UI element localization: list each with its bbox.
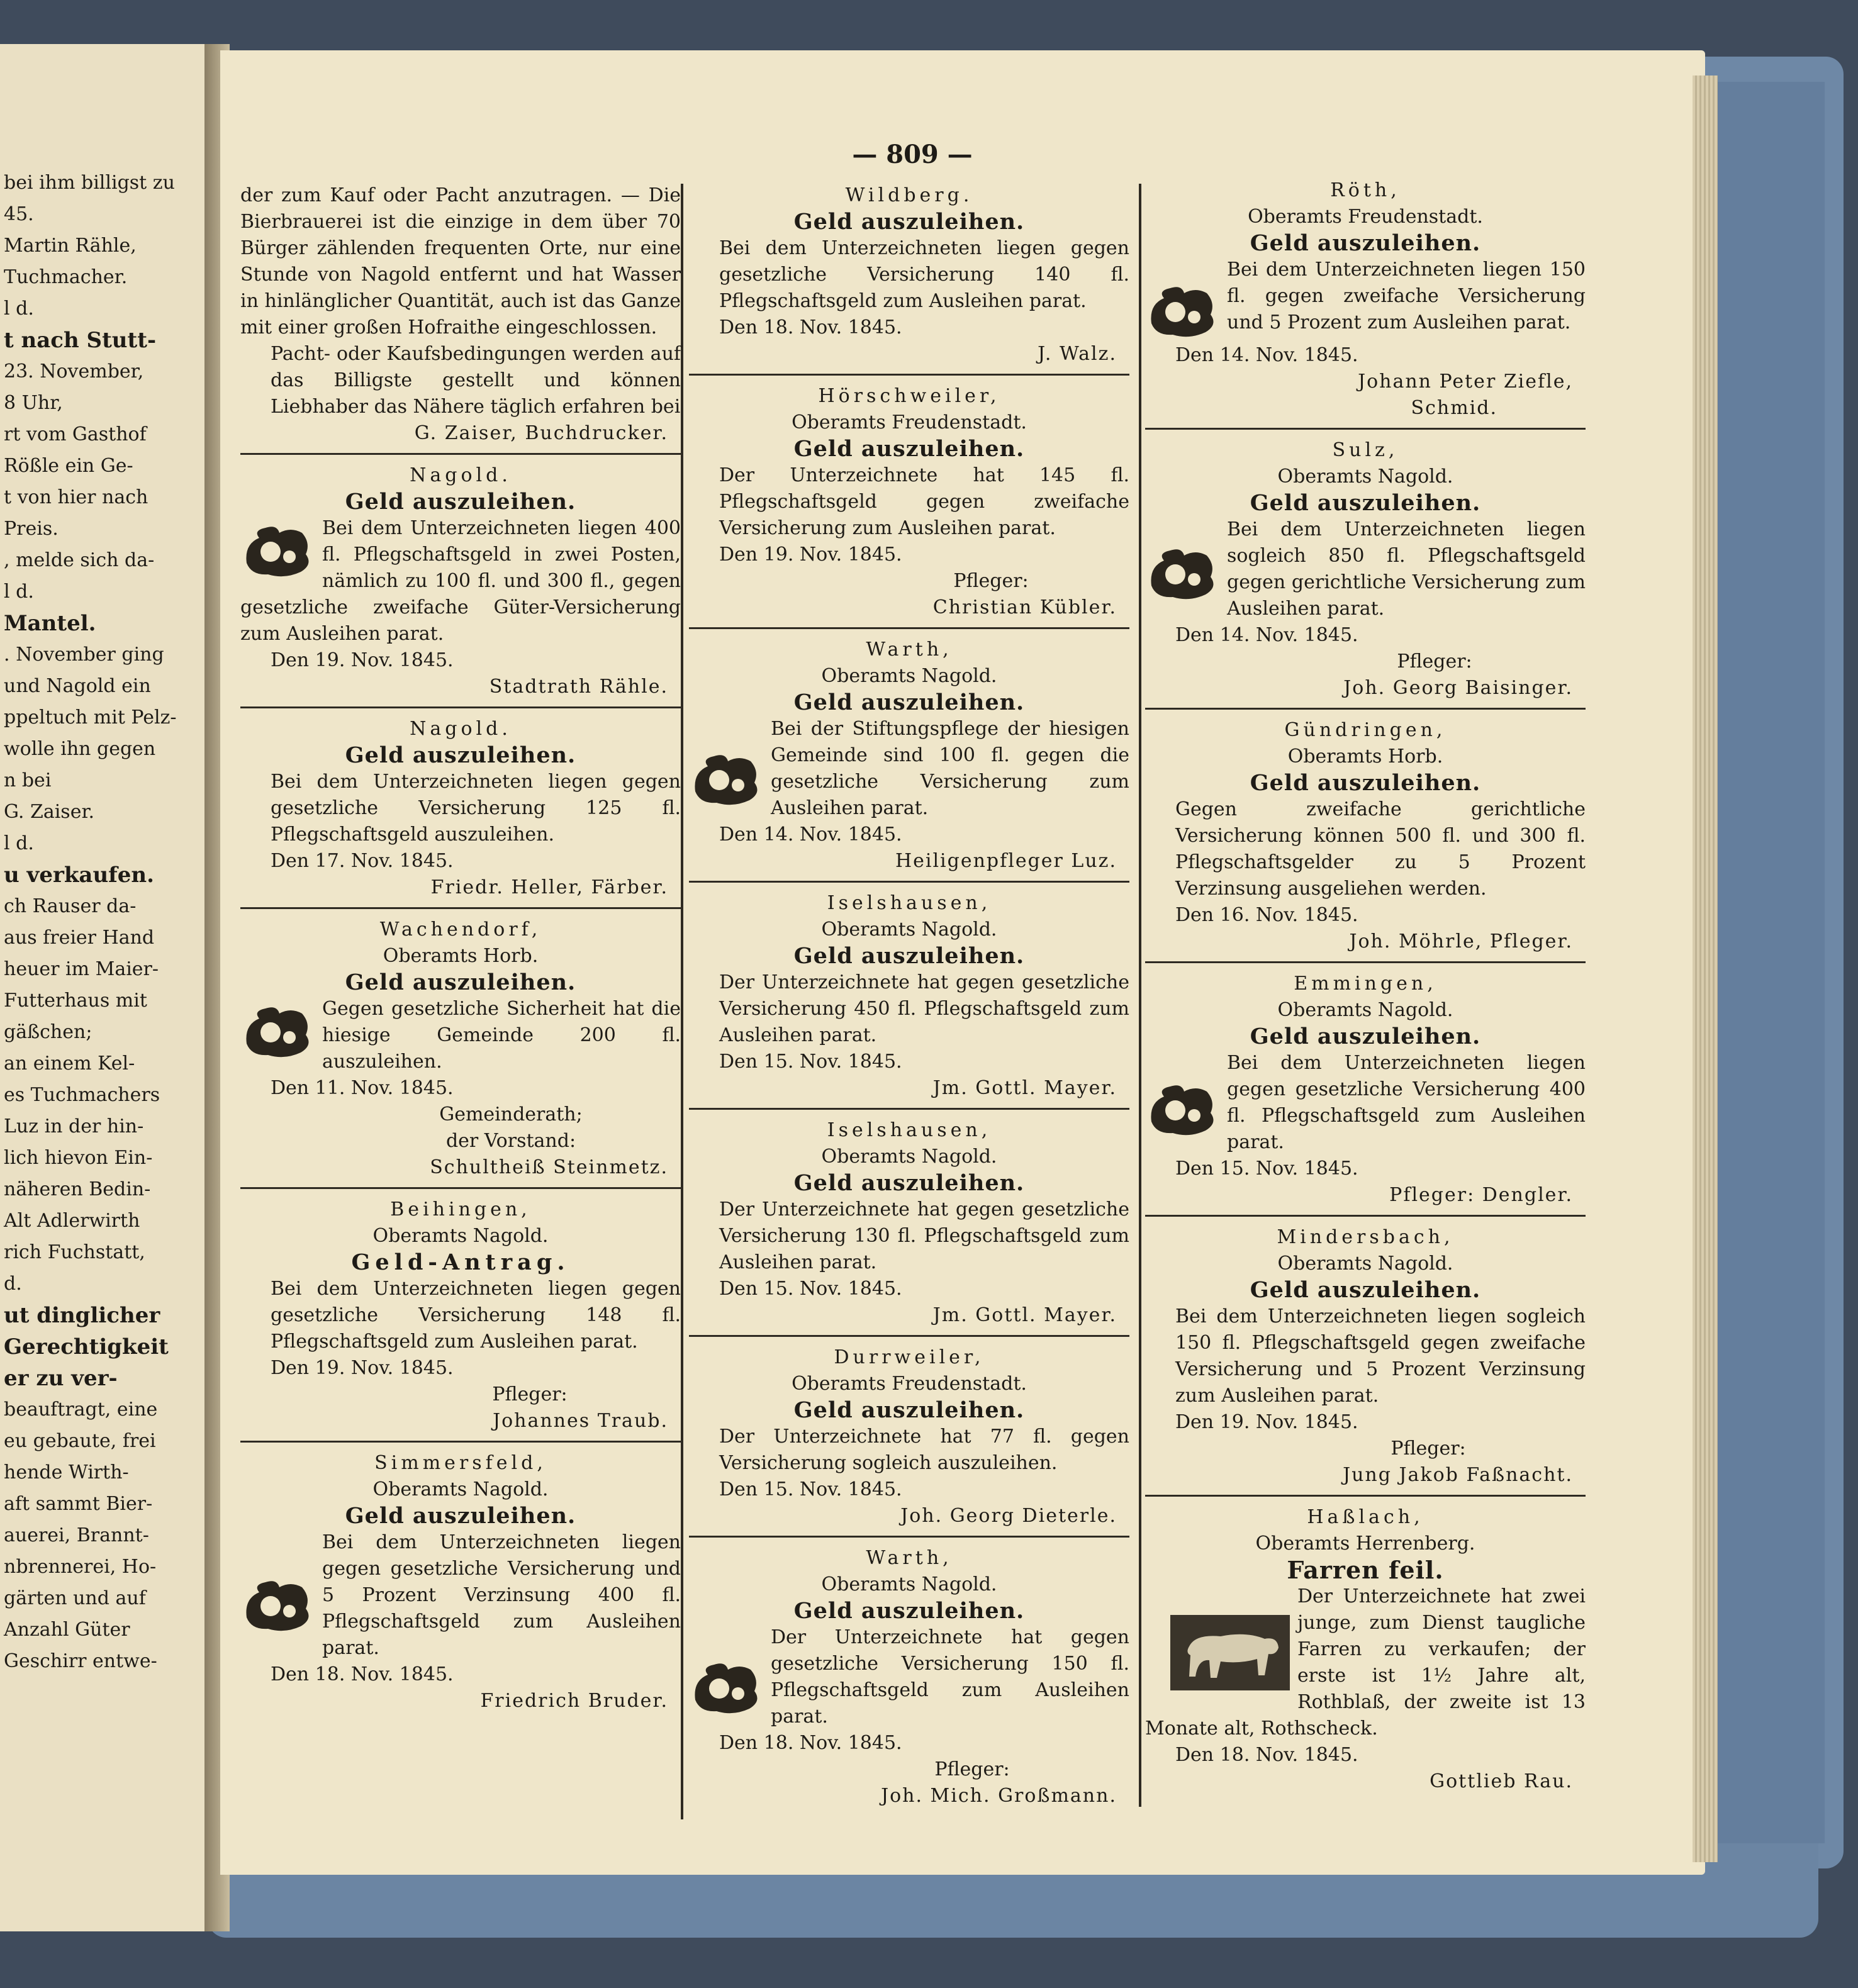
ad-heading: Geld auszuleihen. (345, 489, 576, 515)
ad-text: Bei dem Unterzeichneten liegen 150 fl. gegen zweifache Versicherung und 5 Prozent zum Ausleihen parat. (1227, 259, 1586, 333)
ad-date: Den 19. Nov. 1845. (719, 544, 902, 566)
ad-text: Bei dem Unterzeichneten liegen gegen gesetzliche Versicherung 400 fl. Pflegschaftsgeld zum Ausleihen parat. (1227, 1052, 1586, 1153)
left-page-line: heuer im Maier- (4, 958, 159, 980)
ad-signature: Schultheiß Steinmetz. (430, 1156, 668, 1178)
ad-signature: Pfleger: (1397, 651, 1472, 673)
left-page-line: Luz in der hin- (4, 1115, 144, 1137)
divider (240, 1441, 681, 1443)
page-edges (1693, 75, 1718, 1862)
ad-subplace: Oberamts Horb. (383, 945, 539, 967)
column-rule-2 (1139, 184, 1141, 1807)
ad-text: Gegen zweifache gerichtliche Versicherung können 500 fl. und 300 fl. Pflegschaftsgelder zu 5 Prozent Verzinsung ausgeliehen werden. (1175, 798, 1586, 900)
ad-place: Nagold. (410, 718, 512, 740)
left-page-line: u verkaufen. (4, 863, 154, 888)
ad-subplace: Oberamts Nagold. (821, 1573, 997, 1595)
ad-signature: Johann Peter Ziefle, (1358, 371, 1573, 393)
ad-heading: Geld auszuleihen. (1250, 770, 1481, 796)
left-page-line: Martin Rähle, (4, 235, 137, 257)
divider (689, 627, 1129, 629)
ad-date: Den 18. Nov. 1845. (719, 1732, 902, 1754)
ad-heading: Geld auszuleihen. (793, 943, 1025, 969)
ad-signature: Gemeinderath; (439, 1103, 583, 1125)
ad-text: Bei dem Unterzeichneten liegen sogleich 150 fl. Pflegschaftsgeld gegen zweifache Versicherung und 5 Prozent Verzinsung zum Ausleihen parat. (1175, 1305, 1586, 1407)
ad-place: Nagold. (410, 464, 512, 486)
ad-subplace: Oberamts Nagold. (1277, 466, 1453, 488)
left-page-line: Mantel. (4, 611, 96, 636)
column-3 (1145, 177, 1586, 1795)
divider (1145, 1215, 1586, 1217)
ad-place: Iselshausen, (827, 892, 992, 914)
left-page-line: 8 Uhr, (4, 392, 63, 414)
ad-signature: Joh. Mich. Großmann. (881, 1785, 1117, 1807)
left-page-line: Preis. (4, 518, 59, 540)
divider (1145, 708, 1586, 710)
ad-heading: Geld auszuleihen. (793, 436, 1025, 462)
left-page-line: Anzahl Güter (4, 1619, 130, 1641)
ad-text: der zum Kauf oder Pacht anzutragen. — Die Bierbrauerei ist die einzige in dem über 70 Bürger zählenden frequenten Orte, nur eine Stunde von Nagold entfernt und hat Wasser in hinlänglicher Quantität, auch ist das Ganze mit einer großen Hofraithe eingeschlossen. (240, 184, 681, 338)
left-page-line: und Nagold ein (4, 675, 151, 697)
left-page-line: aft sammt Bier- (4, 1493, 153, 1515)
ad-text: Bei dem Unterzeichneten liegen 400 fl. Pflegschaftsgeld in zwei Posten, nämlich zu 100 fl. und 300 fl., gegen gesetzliche zweifache Güter-Versicherung zum Ausleihen parat. (240, 517, 681, 645)
ad-signature: Joh. Georg Dieterle. (900, 1505, 1117, 1527)
ad-signature: Gottlieb Rau. (1430, 1770, 1573, 1792)
left-page-line: näheren Bedin- (4, 1178, 151, 1200)
ad-subplace: Oberamts Herrenberg. (1255, 1533, 1475, 1555)
ad-signature: Pfleger: (934, 1758, 1010, 1780)
bull-icon (1170, 1615, 1290, 1690)
ad-subplace: Oberamts Freudenstadt. (1248, 206, 1483, 228)
left-page (0, 44, 214, 1931)
ad-text: Bei der Stiftungspflege der hiesigen Gemeinde sind 100 fl. gegen die gesetzliche Versicherung zum Ausleihen parat. (771, 718, 1129, 819)
money-bag-icon (1145, 542, 1219, 602)
left-page-line: aus freier Hand (4, 927, 155, 949)
ad-date: Den 17. Nov. 1845. (271, 850, 454, 872)
ad-subplace: Oberamts Nagold. (821, 1146, 997, 1168)
left-page-line: rt vom Gasthof (4, 423, 147, 445)
ad-date: Den 18. Nov. 1845. (1175, 1744, 1358, 1766)
ad-subplace: Oberamts Nagold. (821, 919, 997, 941)
money-bag-icon (240, 519, 315, 579)
ad-heading: Geld auszuleihen. (793, 1598, 1025, 1624)
ad-text: Bei dem Unterzeichneten liegen gegen gesetzliche Versicherung und 5 Prozent Verzinsung 400 fl. Pflegschaftsgeld zum Ausleihen parat. (322, 1531, 681, 1659)
column-2 (689, 182, 1129, 1809)
ad-place: Hörschweiler, (818, 385, 1000, 407)
left-page-line: Alt Adlerwirth (4, 1210, 140, 1232)
left-page-line: l d. (4, 298, 34, 320)
page-number: — 809 — (852, 140, 973, 169)
ad-text: Bei dem Unterzeichneten liegen gegen gesetzliche Versicherung 148 fl. Pflegschaftsgeld zum Ausleihen parat. (271, 1278, 681, 1353)
ad-date: Den 15. Nov. 1845. (1175, 1158, 1358, 1180)
ad-heading: Geld auszuleihen. (1250, 490, 1481, 516)
ad-date: Den 18. Nov. 1845. (719, 316, 902, 338)
divider (1145, 961, 1586, 963)
left-page-line: ppeltuch mit Pelz- (4, 706, 177, 729)
ad-date: Den 15. Nov. 1845. (719, 1278, 902, 1300)
ad-signature: Jung Jakob Faßnacht. (1343, 1464, 1573, 1486)
left-page-line: l d. (4, 581, 34, 603)
money-bag-icon (689, 1656, 763, 1716)
ad-signature: Jm. Gottl. Mayer. (932, 1077, 1117, 1099)
left-page-line: ch Rauser da- (4, 895, 137, 917)
ad-signature: Joh. Möhrle, Pfleger. (1349, 930, 1573, 952)
ad-text: Der Unterzeichnete hat zwei junge, zum Dienst taugliche Farren zu verkaufen; der erste ist 1½ Jahre alt, Rothblaß, der zweite ist 13 Monate alt, Rothscheck. (1145, 1585, 1586, 1740)
divider (240, 706, 681, 708)
ad-signature: Joh. Georg Baisinger. (1343, 677, 1573, 699)
ad-subplace: Oberamts Freudenstadt. (792, 411, 1027, 433)
left-page-line: eu gebaute, frei (4, 1430, 156, 1452)
left-page-line: d. (4, 1273, 22, 1295)
left-page-line: . November ging (4, 644, 164, 666)
ad-signature: Stadtrath Rähle. (489, 676, 668, 698)
ad-place: Warth, (866, 639, 953, 661)
ad-place: Wildberg. (845, 184, 973, 206)
left-page-line: auerei, Brannt- (4, 1524, 149, 1546)
left-page-line: ut dinglicher (4, 1303, 160, 1328)
left-page-line: Gerechtigkeit (4, 1334, 169, 1360)
ad-date: Den 11. Nov. 1845. (271, 1077, 454, 1099)
ad-signature: Pfleger: (1391, 1438, 1466, 1460)
ad-signature: J. Walz. (1038, 343, 1117, 365)
ad-place: Sulz, (1332, 439, 1399, 461)
ad-subplace: Oberamts Nagold. (1277, 1253, 1453, 1275)
ad-signature: Jm. Gottl. Mayer. (932, 1304, 1117, 1326)
money-bag-icon (689, 747, 763, 808)
left-page-line: G. Zaiser. (4, 801, 95, 823)
divider (1145, 1495, 1586, 1497)
ad-text: Bei dem Unterzeichneten liegen gegen gesetzliche Versicherung 125 fl. Pflegschaftsgeld auszuleihen. (271, 771, 681, 846)
ad-place: Mindersbach, (1277, 1226, 1454, 1248)
ad-place: Warth, (866, 1547, 953, 1569)
money-bag-icon (240, 1000, 315, 1060)
ad-text: Pacht- oder Kaufsbedingungen werden auf das Billigste gestellt und können Liebhaber das Nähere täglich erfahren bei (271, 343, 681, 418)
ad-subplace: Oberamts Nagold. (821, 665, 997, 687)
ad-heading: Geld auszuleihen. (793, 1397, 1025, 1423)
ad-text: Der Unterzeichnete hat 145 fl. Pflegschaftsgeld gegen zweifache Versicherung zum Ausleihen parat. (719, 464, 1129, 539)
divider (240, 907, 681, 909)
ad-heading: Geld auszuleihen. (1250, 1024, 1481, 1049)
left-page-line: Geschirr entwe- (4, 1650, 157, 1672)
ad-place: Gündringen, (1284, 719, 1447, 741)
ad-signature: Heiligenpfleger Luz. (895, 850, 1117, 872)
ad-place: Röth, (1330, 179, 1401, 201)
ad-date: Den 19. Nov. 1845. (271, 649, 454, 671)
divider (240, 453, 681, 455)
ad-place: Beihingen, (390, 1198, 531, 1220)
left-page-text (0, 170, 201, 1680)
left-page-line: beauftragt, eine (4, 1399, 158, 1421)
ad-date: Den 14. Nov. 1845. (1175, 344, 1358, 366)
left-page-line: lich hievon Ein- (4, 1147, 153, 1169)
left-page-line: wolle ihn gegen (4, 738, 156, 760)
ad-heading: Geld auszuleihen. (793, 1170, 1025, 1196)
divider (689, 1108, 1129, 1110)
ad-heading: Geld auszuleihen. (345, 1503, 576, 1529)
left-page-line: rich Fuchstatt, (4, 1241, 145, 1263)
divider (1145, 428, 1586, 430)
ad-place: Iselshausen, (827, 1119, 992, 1141)
ad-text: Der Unterzeichnete hat gegen gesetzliche Versicherung 150 fl. Pflegschaftsgeld zum Ausleihen parat. (771, 1626, 1129, 1728)
ad-signature: G. Zaiser, Buchdrucker. (414, 422, 668, 444)
ad-signature: der Vorstand: (445, 1130, 576, 1152)
ad-date: Den 18. Nov. 1845. (271, 1663, 454, 1685)
ad-signature: Pfleger: (492, 1383, 568, 1405)
money-bag-icon (1145, 1078, 1219, 1138)
ad-place: Wachendorf, (379, 919, 542, 941)
ad-subplace: Oberamts Nagold. (372, 1478, 549, 1500)
ad-subplace: Oberamts Horb. (1287, 746, 1443, 768)
ad-text: Der Unterzeichnete hat 77 fl. gegen Versicherung sogleich auszuleihen. (719, 1426, 1129, 1474)
ad-signature: Friedrich Bruder. (480, 1690, 668, 1712)
left-page-line: t nach Stutt- (4, 328, 157, 353)
ad-signature: Friedr. Heller, Färber. (430, 876, 668, 898)
left-page-line: n bei (4, 769, 52, 791)
ad-date: Den 14. Nov. 1845. (719, 824, 902, 846)
divider (689, 881, 1129, 883)
ad-text: Bei dem Unterzeichneten liegen gegen gesetzliche Versicherung 140 fl. Pflegschaftsgeld zum Ausleihen parat. (719, 237, 1129, 312)
ad-place: Durrweiler, (834, 1346, 985, 1368)
left-page-line: t von hier nach (4, 486, 148, 508)
ad-place: Haßlach, (1307, 1506, 1424, 1528)
ad-heading: Geld auszuleihen. (793, 690, 1025, 715)
ad-text: Der Unterzeichnete hat gegen gesetzliche Versicherung 130 fl. Pflegschaftsgeld zum Ausleihen parat. (719, 1198, 1129, 1273)
ad-date: Den 19. Nov. 1845. (1175, 1411, 1358, 1433)
left-page-line: Rößle ein Ge- (4, 455, 133, 477)
money-bag-icon (240, 1573, 315, 1634)
ad-heading: Geld-Antrag. (351, 1249, 570, 1275)
left-page-line: 23. November, (4, 360, 144, 383)
column-1 (240, 182, 681, 1714)
ad-signature: Pfleger: Dengler. (1389, 1184, 1573, 1206)
ad-date: Den 19. Nov. 1845. (271, 1357, 454, 1379)
left-page-line: bei ihm billigst zu (4, 172, 175, 194)
left-page-line: gäßchen; (4, 1021, 92, 1043)
ad-date: Den 15. Nov. 1845. (719, 1478, 902, 1500)
ad-heading: Geld auszuleihen. (345, 742, 576, 768)
ad-date: Den 15. Nov. 1845. (719, 1051, 902, 1073)
ad-subplace: Oberamts Freudenstadt. (792, 1373, 1027, 1395)
ad-heading: Farren feil. (1287, 1556, 1444, 1584)
left-page-line: , melde sich da- (4, 549, 155, 571)
left-page-line: nbrennerei, Ho- (4, 1556, 157, 1578)
ad-subplace: Oberamts Nagold. (372, 1225, 549, 1247)
ad-heading: Geld auszuleihen. (793, 209, 1025, 235)
cover-board (1699, 82, 1825, 1843)
divider (689, 1335, 1129, 1337)
ad-signature: Johannes Traub. (493, 1410, 668, 1432)
ad-heading: Geld auszuleihen. (1250, 1277, 1481, 1303)
ad-signature: Schmid. (1411, 397, 1497, 419)
ad-heading: Geld auszuleihen. (345, 969, 576, 995)
left-page-line: hende Wirth- (4, 1461, 129, 1483)
left-page-line: an einem Kel- (4, 1053, 135, 1075)
ad-text: Der Unterzeichnete hat gegen gesetzliche Versicherung 450 fl. Pflegschaftsgeld zum Ausleihen parat. (719, 971, 1129, 1046)
divider (689, 1536, 1129, 1538)
left-page-line: Tuchmacher. (4, 266, 128, 288)
ad-subplace: Oberamts Nagold. (1277, 999, 1453, 1021)
left-page-line: gärten und auf (4, 1587, 146, 1609)
ad-text: Bei dem Unterzeichneten liegen sogleich 850 fl. Pflegschaftsgeld gegen gerichtliche Versicherung zum Ausleihen parat. (1227, 518, 1586, 620)
ad-text: Gegen gesetzliche Sicherheit hat die hiesige Gemeinde 200 fl. auszuleihen. (322, 998, 681, 1073)
left-page-line: es Tuchmachers (4, 1084, 160, 1106)
ad-date: Den 16. Nov. 1845. (1175, 904, 1358, 926)
left-page-line: er zu ver- (4, 1366, 118, 1391)
ad-signature: Pfleger: (953, 570, 1029, 592)
left-page-line: Futterhaus mit (4, 990, 147, 1012)
divider (689, 374, 1129, 376)
ad-heading: Geld auszuleihen. (1250, 230, 1481, 256)
left-page-line: 45. (4, 203, 34, 225)
money-bag-icon (1145, 279, 1219, 340)
ad-signature: Christian Kübler. (932, 596, 1117, 618)
ad-place: Emmingen, (1294, 973, 1437, 995)
left-page-line: l d. (4, 832, 34, 854)
ad-date: Den 14. Nov. 1845. (1175, 624, 1358, 646)
ad-place: Simmersfeld, (374, 1452, 547, 1474)
divider (240, 1187, 681, 1189)
column-rule-1 (681, 184, 683, 1819)
